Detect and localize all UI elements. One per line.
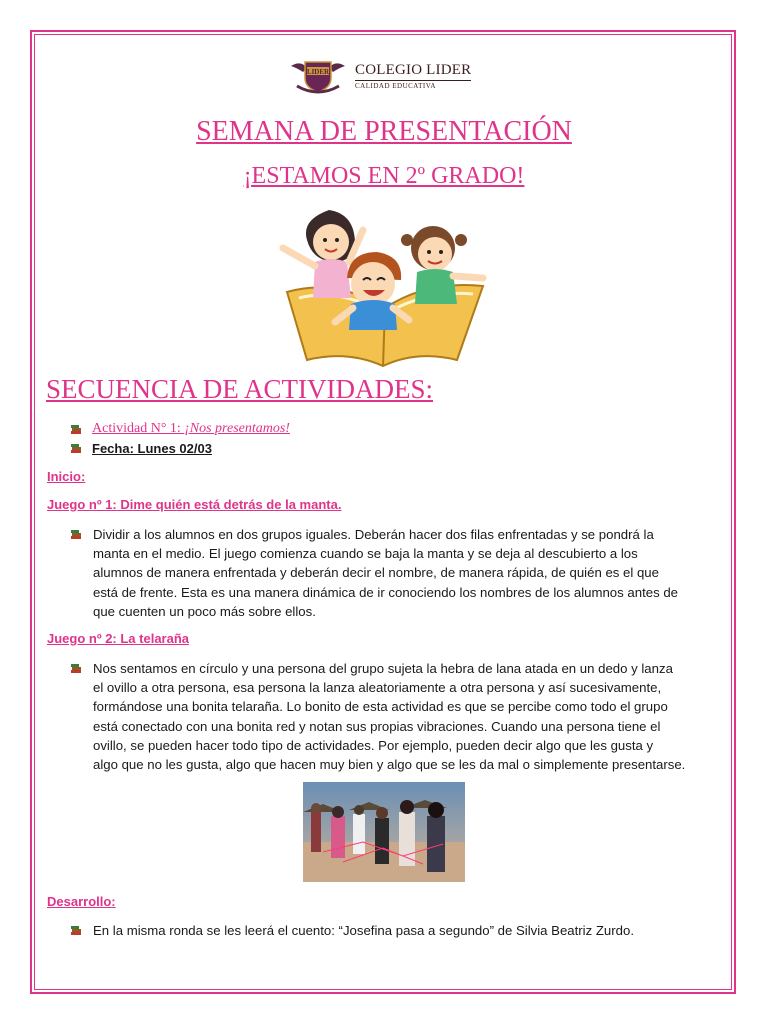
books-bullet-icon bbox=[70, 663, 82, 675]
books-bullet-icon bbox=[70, 424, 82, 436]
activity-label: Actividad N° 1: bbox=[92, 421, 185, 436]
books-bullet-icon bbox=[70, 443, 82, 455]
paragraph-line: Dividir a los alumnos en dos grupos iguales. Deberán hacer dos filas enfrentadas y se pondrá la bbox=[93, 527, 654, 542]
paragraph-line: ovillo, se pueden hacer todo tipo de actividades. Por ejemplo, pueden decir algo que les gusta y bbox=[93, 737, 654, 753]
paragraph-line: Nos sentamos en círculo y una persona del grupo sujeta la hebra de lana atada en un dedo y lanza bbox=[93, 661, 673, 676]
crest-icon bbox=[289, 58, 347, 94]
paragraph-line: algo que no les gusta, algo que hacen muy bien y algo que se les da mal o simplemente presentarse. bbox=[93, 757, 686, 773]
school-logo bbox=[289, 56, 479, 96]
logo-tagline: CALIDAD EDUCATIVA bbox=[355, 81, 436, 90]
paragraph-line: el ovillo a otra persona, esa persona la lanza aleatoriamente a otra persona y así sucesivamente, bbox=[93, 680, 662, 696]
inicio-heading: Inicio: bbox=[47, 469, 86, 484]
paragraph-line: formándose una bonita telaraña. Lo bonito de esta actividad es que se percibe como todo el grupo bbox=[93, 699, 668, 715]
game1-title: Juego nº 1: Dime quién está detrás de la manta. bbox=[47, 497, 342, 512]
activity-name: ¡Nos presentamos! bbox=[184, 421, 290, 436]
page-title: SEMANA DE PRESENTACIÓN bbox=[196, 116, 572, 147]
kids-reading-book-illustration bbox=[277, 200, 491, 368]
activity-date: Fecha: Lunes 02/03 bbox=[92, 441, 212, 456]
page-subtitle: ¡ESTAMOS EN 2º GRADO! bbox=[243, 163, 525, 189]
logo-name: COLEGIO LIDER bbox=[355, 63, 471, 81]
activity-title bbox=[92, 421, 290, 437]
svg-text:LIDER: LIDER bbox=[306, 68, 330, 76]
paragraph-line: manta en el medio. El juego comienza cuando se baja la manta y se deja al descubierto a los bbox=[93, 546, 638, 562]
desarrollo-text: En la misma ronda se les leerá el cuento: “Josefina pasa a segundo” de Silvia Beatriz Zurdo. bbox=[93, 923, 634, 938]
books-bullet-icon bbox=[70, 529, 82, 541]
books-bullet-icon bbox=[70, 925, 82, 937]
paragraph-line: que cuenten un poco más sobre ellos. bbox=[93, 603, 316, 619]
game2-description bbox=[93, 659, 720, 774]
group-game-photo bbox=[303, 782, 465, 882]
section-heading: SECUENCIA DE ACTIVIDADES: bbox=[46, 374, 434, 404]
game2-title: Juego nº 2: La telaraña bbox=[47, 631, 190, 646]
paragraph-line: está de frente. Esta es una manera dinámica de ir conociendo los nombres de los alumnos antes de bbox=[93, 584, 678, 600]
paragraph-line: está conectado con una bonita red y notan sus propias vibraciones. Cuando una persona tiene el bbox=[93, 718, 661, 734]
paragraph-line: alumnos de manera enfrentada y deberán decir el nombre, de manera rápida, de quién es el que bbox=[93, 565, 659, 581]
game1-description bbox=[93, 525, 720, 621]
desarrollo-heading: Desarrollo: bbox=[47, 894, 116, 909]
